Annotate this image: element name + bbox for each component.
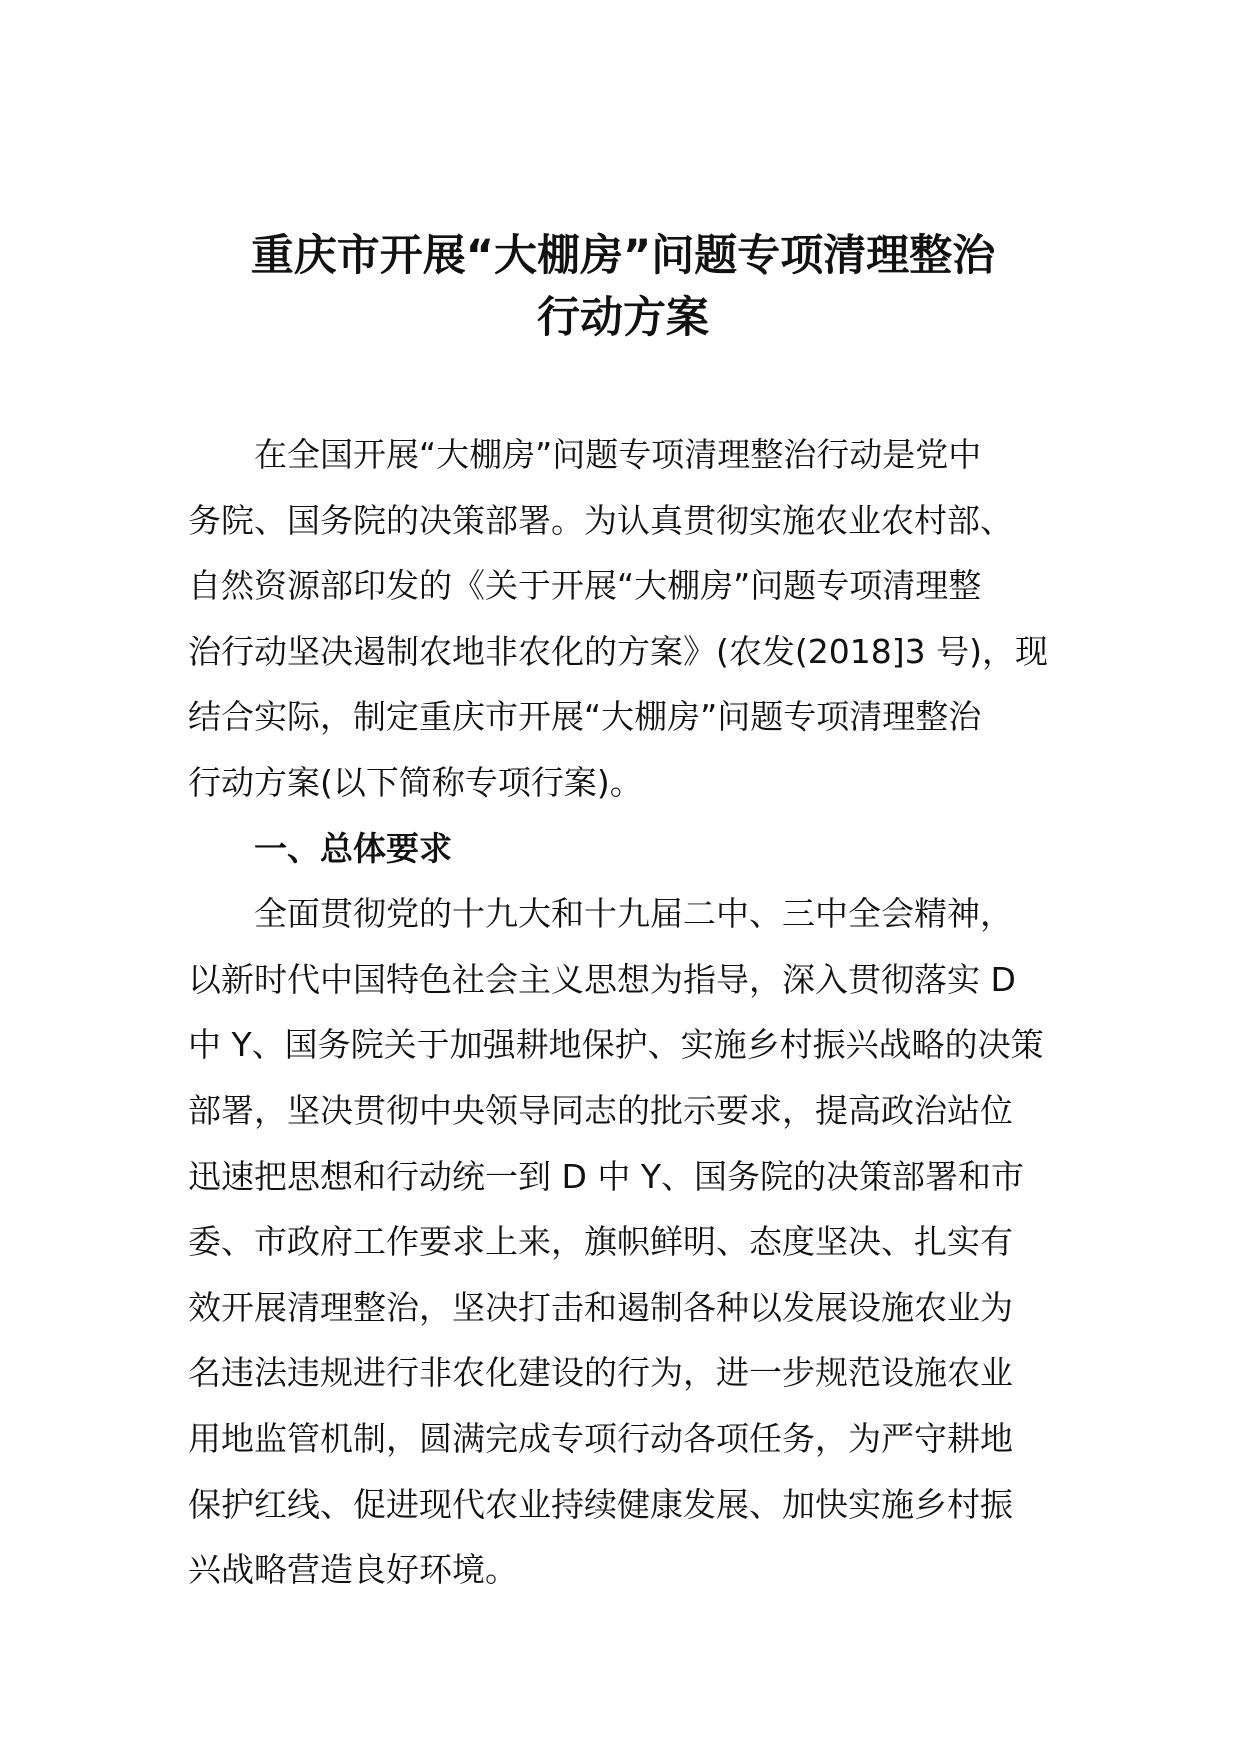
document-page [188,225,1058,1603]
paragraph-line: 以新时代中国特色社会主义思想为指导，深入贯彻落实 D [188,959,1016,999]
paragraph-line: 中 Y、国务院关于加强耕地保护、实施乡村振兴战略的决策 [188,1025,1044,1065]
document-title [188,225,1058,349]
title-line-1: 重庆市开展“大棚房”问题专项清理整治 [250,231,996,281]
paragraph-line: 全面贯彻党的十九大和十九届二中、三中全会精神， [254,894,1013,934]
paragraph-line: 务院、国务院的决策部署。为认真贯彻实施农业农村部、 [188,500,1013,540]
title-line-2: 行动方案 [537,293,709,343]
paragraph-line: 部署，坚决贯彻中央领导同志的批示要求，提高政治站位 [188,1090,1013,1130]
paragraph-line: 自然资源部印发的《关于开展“大棚房”问题专项清理整 [188,566,982,606]
section-heading-general-requirements: 一、总体要求 [254,828,452,868]
paragraph-line: 行动方案(以下简称专项行案)。 [188,762,643,802]
paragraph-line: 治行动坚决遏制农地非农化的方案》(农发(2018]3 号)，现 [188,631,1048,671]
paragraph-general-requirements [188,881,1058,1603]
paragraph-line: 委、市政府工作要求上来，旗帜鲜明、态度坚决、扎实有 [188,1222,1013,1262]
paragraph-line: 名违法违规进行非农化建设的行为，进一步规范设施农业 [188,1353,1013,1393]
paragraph-line: 在全国开展“大棚房”问题专项清理整治行动是党中 [254,435,982,474]
paragraph-line: 保护红线、促进现代农业持续健康发展、加快实施乡村振 [188,1484,1013,1524]
paragraph-line: 用地监管机制，圆满完成专项行动各项任务，为严守耕地 [188,1418,1013,1458]
paragraph-intro [188,422,1058,816]
paragraph-line: 迅速把思想和行动统一到 D 中 Y、国务院的决策部署和市 [188,1156,1025,1196]
paragraph-line: 效开展清理整治，坚决打击和遏制各种以发展设施农业为 [188,1287,1013,1327]
paragraph-line: 结合实际，制定重庆市开展“大棚房”问题专项清理整治 [188,697,982,737]
paragraph-line: 兴战略营造良好环境。 [188,1550,518,1590]
document-body [188,422,1058,1603]
